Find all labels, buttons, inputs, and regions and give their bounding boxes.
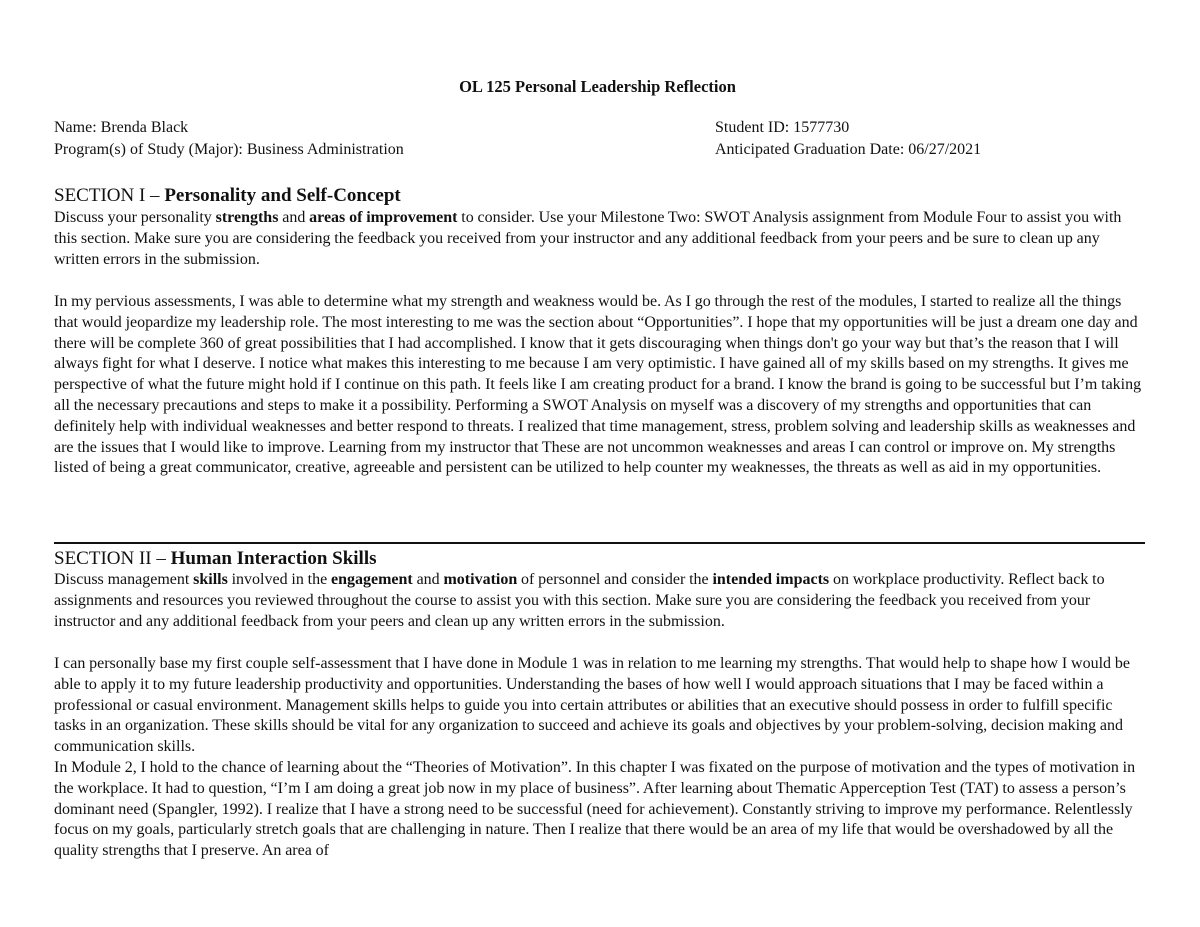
section-1-heading-prefix: SECTION I – xyxy=(54,185,165,206)
section-2-heading-prefix: SECTION II – xyxy=(54,548,171,569)
section-2-prompt-text: involved in the xyxy=(227,571,331,588)
section-2-prompt-skills: skills xyxy=(193,571,228,588)
section-divider xyxy=(54,542,1145,544)
program-of-study: Program(s) of Study (Major): Business Administration xyxy=(54,141,404,158)
section-1-prompt-text: to consider. Use your Milestone Two: SWOT Analysis assignment from Module Four to assist you with this section. Make sure you are considering the feedback you received from your instructor and any additional feedback from your peers and be sure to clean up any written errors in the submission. xyxy=(54,209,1122,268)
section-2-prompt-motivation: motivation xyxy=(443,571,518,588)
section-1-response: In my pervious assessments, I was able to determine what my strength and weakness would be. As I go through the rest of the modules, I started to realize all the things that would jeopardize my leadership role. The most interesting to me was the section about “Opportunities”. I hope that my opportunities will be just a dream one day and there will be complete 360 of great possibilities that I had accomplished. I know that it gets discouraging when things don't go your way but that’s the reason that I will always fight for what I deserve. I notice what makes this interesting to me because I am very optimistic. I have gained all of my skills based on my strengths. It gives me perspective of what the future might hold if I continue on this path. It feels like I am creating product for a brand. I know the brand is going to be successful but I’m taking all the necessary precautions and steps to make it a possibility. Performing a SWOT Analysis on myself was a discovery of my strengths and opportunities that can definitely help with individual weaknesses and better respond to threats. I realized that time management, stress, problem solving and leadership skills as weaknesses and are the issues that I would like to improve. Learning from my instructor that These are not uncommon weaknesses and areas I can control or improve on. My strengths listed of being a great communicator, creative, agreeable and persistent can be utilized to help counter my weaknesses, the threats as well as aid in my opportunities. xyxy=(54,293,1142,477)
section-1-prompt-areas: areas of improvement xyxy=(309,209,458,226)
document-title: OL 125 Personal Leadership Reflection xyxy=(459,77,736,96)
section-1-prompt xyxy=(54,208,1146,270)
section-2-prompt-engagement: engagement xyxy=(331,571,413,588)
section-2-prompt-text: on workplace productivity. Reflect back to assignments and resources you reviewed throughout the course to assist you with this section. Make sure you are considering the feedback you received from your instructor and any additional feedback from your peers and clean up any written errors in the submission. xyxy=(54,571,1105,630)
section-2-prompt-text: and xyxy=(412,571,444,588)
section-2-prompt-impacts: intended impacts xyxy=(712,571,830,588)
section-2-response-1: I can personally base my first couple self-assessment that I have done in Module 1 was in relation to me learning my strengths. That would help to shape how I would be able to apply it to my future leadership productivity and opportunities. Understanding the bases of how well I would approach situations that I may be faced within a professional or casual environment. Management skills helps to guide you into certain attributes or abilities that an executive should possess in order to fulfill specific tasks in an organization. These skills should be vital for any organization to succeed and achieve its goals and objectives by your problem-solving, decision making and communication skills. xyxy=(54,655,1130,756)
section-1-heading-title: Personality and Self-Concept xyxy=(164,185,401,206)
section-2-prompt-text: Discuss management xyxy=(54,571,194,588)
student-id: Student ID: 1577730 xyxy=(715,119,850,136)
section-2-heading-title: Human Interaction Skills xyxy=(170,548,377,569)
student-name: Name: Brenda Black xyxy=(54,119,189,136)
graduation-date: Anticipated Graduation Date: 06/27/2021 xyxy=(715,141,982,158)
section-2-prompt-text: of personnel and consider the xyxy=(517,571,713,588)
section-1-prompt-text: Discuss your personality xyxy=(54,209,216,226)
info-row-1 xyxy=(54,117,1154,138)
section-1-heading xyxy=(54,185,401,207)
section-1-prompt-strengths: strengths xyxy=(215,209,279,226)
section-2-heading xyxy=(54,548,377,570)
section-2-response-2: In Module 2, I hold to the chance of learning about the “Theories of Motivation”. In this chapter I was fixated on the purpose of motivation and the types of motivation in the workplace. It had to question, “I’m I am doing a great job now in my place of business”. After learning about Thematic Apperception Test (TAT) to assess a person’s dominant need (Spangler, 1992). I realize that I have a strong need to be successful (need for achievement). Constantly striving to improve my performance. Relentlessly focus on my goals, particularly stretch goals that are challenging in nature. Then I realize that there would be an area of my life that would be overshadowed by all the quality strengths that I preserve. An area of xyxy=(54,759,1136,860)
info-row-2 xyxy=(54,139,1154,160)
section-2-prompt xyxy=(54,570,1146,632)
section-1-prompt-text: and xyxy=(278,209,310,226)
